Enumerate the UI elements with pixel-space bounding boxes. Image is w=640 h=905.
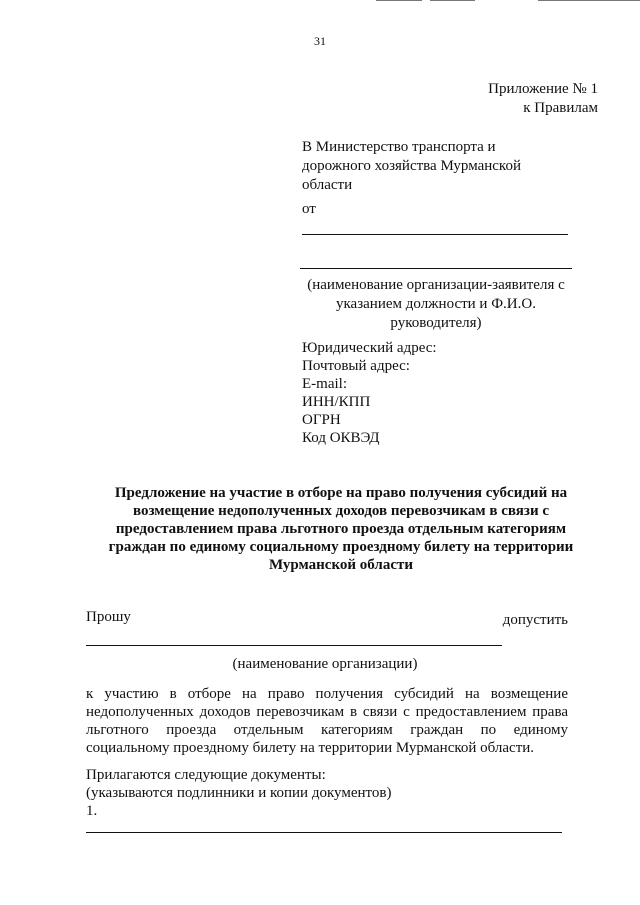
page-number: 31 [314,34,326,48]
title-line-1: Предложение на участие в отборе на право получения субсидий на [114,485,568,501]
applicant-caption [300,276,572,333]
documents-note: (указываются подлинники и копии документов) [86,785,392,801]
inn-kpp-label: ИНН/КПП [302,394,371,410]
recipient-block [302,138,582,195]
applicant-details [302,339,437,447]
title-line-3: предоставлением права льготного проезда отдельным категориям [115,521,567,537]
top-edge-line [376,0,422,1]
request-word-dopustit: допустить [502,612,568,628]
recipient-line-2: дорожного хозяйства Мурманской [302,158,521,174]
top-edge-line [430,0,475,1]
applicant-caption-line-3: руководителя) [390,315,482,331]
appendix-line-1: Приложение № 1 [488,81,598,97]
legal-address-label: Юридический адрес: [302,340,437,356]
recipient-line-1: В Министерство транспорта и [302,139,496,155]
appendix-line-2: к Правилам [523,100,598,116]
okved-label: Код ОКВЭД [302,430,380,446]
email-label: E-mail: [302,376,347,392]
top-edge-line [538,0,640,1]
organization-caption: (наименование организации) [232,656,418,672]
recipient-line-3: области [302,177,353,193]
request-body-text: к участию в отборе на право получения субсидий на возмещение недополученных доходов перевозчикам в связи с предоставлением права льготного проезда отдельным категориям граждан по единому социальному проездному билету на территории Мурманской области. [86,686,568,756]
applicant-caption-line-2: указанием должности и Ф.И.О. [336,296,536,312]
postal-address-label: Почтовый адрес: [302,358,410,374]
title-line-4: граждан по единому социальному проездному билету на территории [108,539,574,555]
from-label: от [302,201,316,217]
applicant-blank-line-2[interactable] [300,268,572,269]
appendix-label [488,80,598,118]
documents-item-1: 1. [86,803,98,819]
documents-heading: Прилагаются следующие документы: [86,767,326,783]
title-line-5: Мурманской области [268,557,414,573]
ogrn-label: ОГРН [302,412,341,428]
request-word-prosu: Прошу [86,609,131,625]
attached-documents [86,766,391,820]
title-line-2: возмещение недополученных доходов перевозчикам в связи с [132,503,549,519]
applicant-blank-line-1[interactable] [302,234,568,235]
applicant-caption-line-1: (наименование организации-заявителя с [307,277,565,293]
organization-blank-line[interactable] [86,645,502,646]
document-title [82,484,600,574]
document-blank-line[interactable] [86,832,562,833]
